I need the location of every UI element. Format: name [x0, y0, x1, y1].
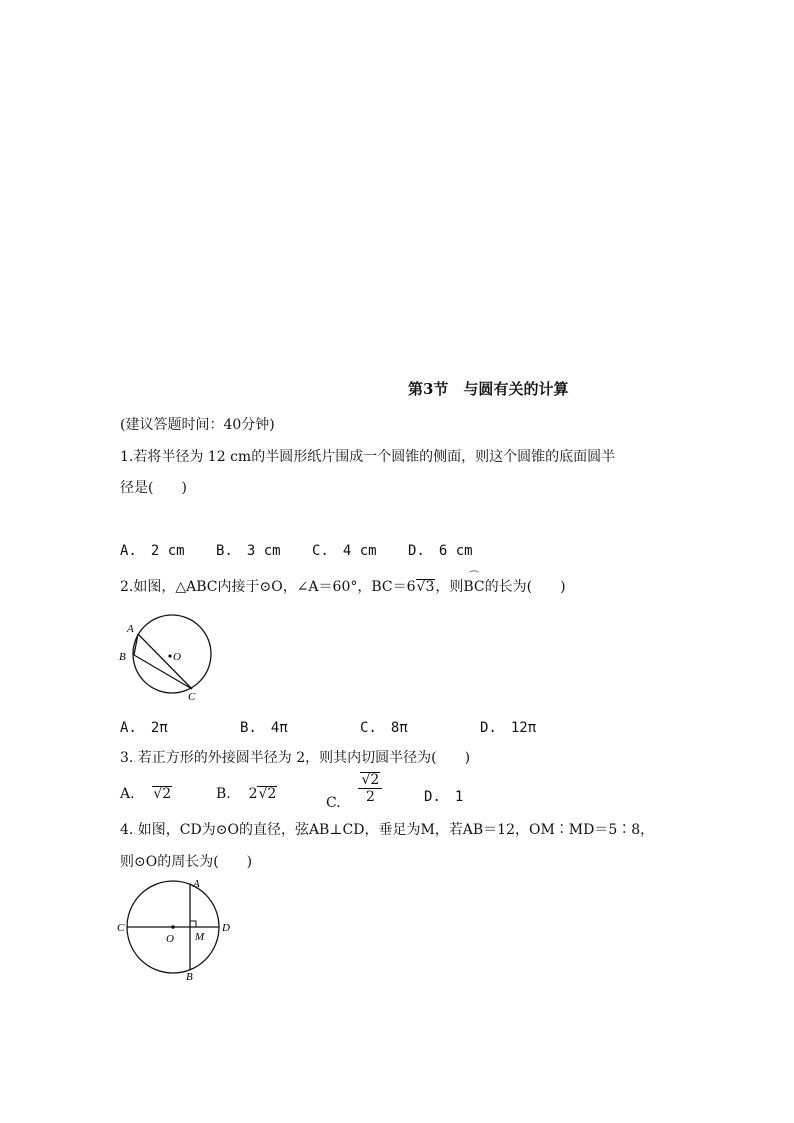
q1-option-d: D. 6 cm	[408, 543, 473, 559]
q1-stem-line1: 1.若将半径为 12 cm的半圆形纸片围成一个圆锥的侧面，则这个圆锥的底面圆半	[120, 449, 616, 465]
q4-label-m: M	[195, 931, 205, 943]
q1-option-c: C. 4 cm	[312, 543, 377, 559]
q2-center-dot	[168, 654, 171, 657]
q2-label-o: O	[173, 651, 181, 663]
q1-option-a: A. 2 cm	[120, 543, 185, 559]
q3-stem: 3. 若正方形的外接圆半径为 2，则其内切圆半径为( )	[120, 750, 471, 766]
q3-option-c: C. $\frac{√2}{2}$	[326, 772, 382, 805]
q4-figure	[114, 873, 234, 983]
q2-arc-bc: ⌒ BC	[463, 579, 484, 595]
section-title: 第3节 与圆有关的计算	[408, 380, 569, 398]
q4-label-c: C	[117, 922, 125, 934]
q2-sqrt-value: √3	[416, 579, 435, 595]
q1-stem-line2: 径是( )	[120, 480, 187, 496]
q4-stem-line2: 则⊙O的周长为( )	[120, 854, 253, 870]
q2-figure	[116, 614, 226, 704]
q2-stem-part-c: 的长为( )	[484, 579, 566, 595]
q2-label-c: C	[188, 691, 196, 703]
q2-stem-part-a: 2.如图，△ABC内接于⊙O，∠A＝60°，BC＝6	[120, 579, 416, 595]
q2-option-d: D. 12π	[480, 720, 537, 736]
q2-option-b: B. 4π	[240, 720, 288, 736]
q4-center-dot	[171, 925, 175, 929]
q2-stem-part-b: ，则	[435, 579, 464, 595]
q4-label-a: A	[193, 878, 200, 890]
q4-right-angle-mark	[190, 921, 196, 927]
q3-option-d: D. 1	[424, 789, 464, 805]
q3-option-b: B. 2√2	[216, 786, 277, 802]
q3-fraction: $\frac{√2}{2}$	[358, 772, 382, 805]
q3-option-a: A. √2	[120, 786, 172, 802]
time-hint: (建议答题时间：40分钟)	[120, 417, 275, 433]
q4-label-d: D	[222, 922, 230, 934]
q2-label-b: B	[119, 651, 126, 663]
q2-option-a: A. 2π	[120, 720, 168, 736]
q2-circle	[133, 615, 211, 693]
q4-label-b: B	[186, 971, 193, 983]
q4-label-o: O	[166, 933, 174, 945]
q2-label-a: A	[127, 623, 134, 635]
q1-option-b: B. 3 cm	[216, 543, 281, 559]
q2-option-c: C. 8π	[360, 720, 408, 736]
q2-stem	[120, 576, 566, 596]
q4-stem-line1: 4. 如图，CD为⊙O的直径，弦AB⊥CD，垂足为M，若AB＝12，OM∶MD＝5∶8，	[120, 822, 655, 838]
